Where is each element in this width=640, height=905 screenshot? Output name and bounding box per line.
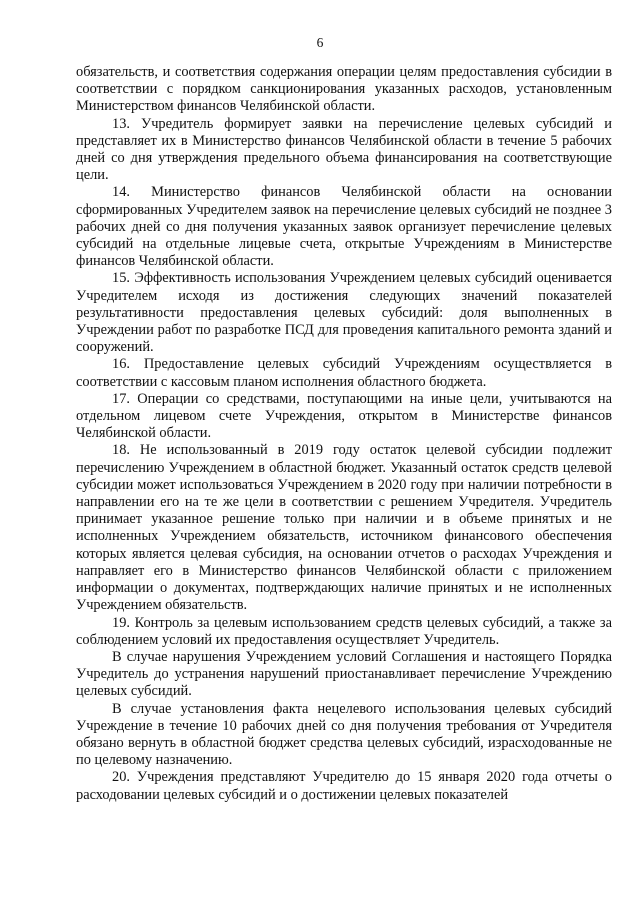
page-number: 6: [316, 35, 324, 50]
paragraph-item-17: 17. Операции со средствами, поступающими на иные цели, учитываются на отдельном лицевом счете Учреждения, открытом в Министерстве финансов Челябинской области.: [76, 390, 612, 442]
paragraph-violation-suspension: В случае нарушения Учреждением условий Соглашения и настоящего Порядка Учредитель до устранения нарушений приостанавливает перечисление Учреждению целевых субсидий.: [76, 648, 612, 700]
paragraph-continuation: обязательств, и соответствия содержания операции целям предоставления субсидии в соответствии с порядком санкционирования указанных расходов, установленным Министерством финансов Челябинской области.: [76, 64, 612, 115]
paragraph-item-14: 14. Министерство финансов Челябинской области на основании сформированных Учредителем заявок на перечисление целевых субсидий не позднее 3 рабочих дней со дня получения указанных заявок организует перечисление целевых субсидий на отдельные лицевые счета, открытые Учреждениям в Министерстве финансов Челябинской области.: [76, 184, 612, 270]
paragraph-item-15: 15. Эффективность использования Учреждением целевых субсидий оценивается Учредителем исходя из достижения следующих значений показателей результативности предоставления целевых субсидий: доля выполненных в Учреждении работ по разработке ПСД для проведения капитального ремонта зданий и сооружений.: [76, 270, 612, 356]
paragraph-item-18: 18. Не использованный в 2019 году остаток целевой субсидии подлежит перечислению Учреждением в областной бюджет. Указанный остаток средств целевой субсидии может использоваться Учреждением в 2020 году при наличии потребности в направлении его на те же цели в соответствии с решением Учредителя. Учредитель принимает указанное решение только при наличии и в объеме принятых и не исполненных Учреждением обязательств, источником финансового обеспечения которых является целевая субсидия, на основании отчетов о расходах Учреждения и направляет его в Министерство финансов Челябинской области с приложением информации о документах, подтверждающих наличие принятых и не исполненных Учреждением обязательств.: [76, 442, 612, 614]
paragraph-item-13: 13. Учредитель формирует заявки на перечисление целевых субсидий и представляет их в Министерство финансов Челябинской области в течение 5 рабочих дней со дня утверждения предельного объема финансирования на соответствующие цели.: [76, 115, 612, 184]
paragraph-item-20: 20. Учреждения представляют Учредителю до 15 января 2020 года отчеты о расходовании целевых субсидий и о достижении целевых показателей: [76, 769, 612, 803]
document-body: [76, 64, 612, 804]
paragraph-item-16: 16. Предоставление целевых субсидий Учреждениям осуществляется в соответствии с кассовым планом исполнения областного бюджета.: [76, 356, 612, 390]
paragraph-misuse-return: В случае установления факта нецелевого использования целевых субсидий Учреждение в течение 10 рабочих дней со дня получения требования от Учредителя обязано вернуть в областной бюджет средства целевых субсидий, израсходованные не по целевому назначению.: [76, 700, 612, 769]
paragraph-item-19: 19. Контроль за целевым использованием средств целевых субсидий, а также за соблюдением условий их предоставления осуществляет Учредитель.: [76, 614, 612, 648]
